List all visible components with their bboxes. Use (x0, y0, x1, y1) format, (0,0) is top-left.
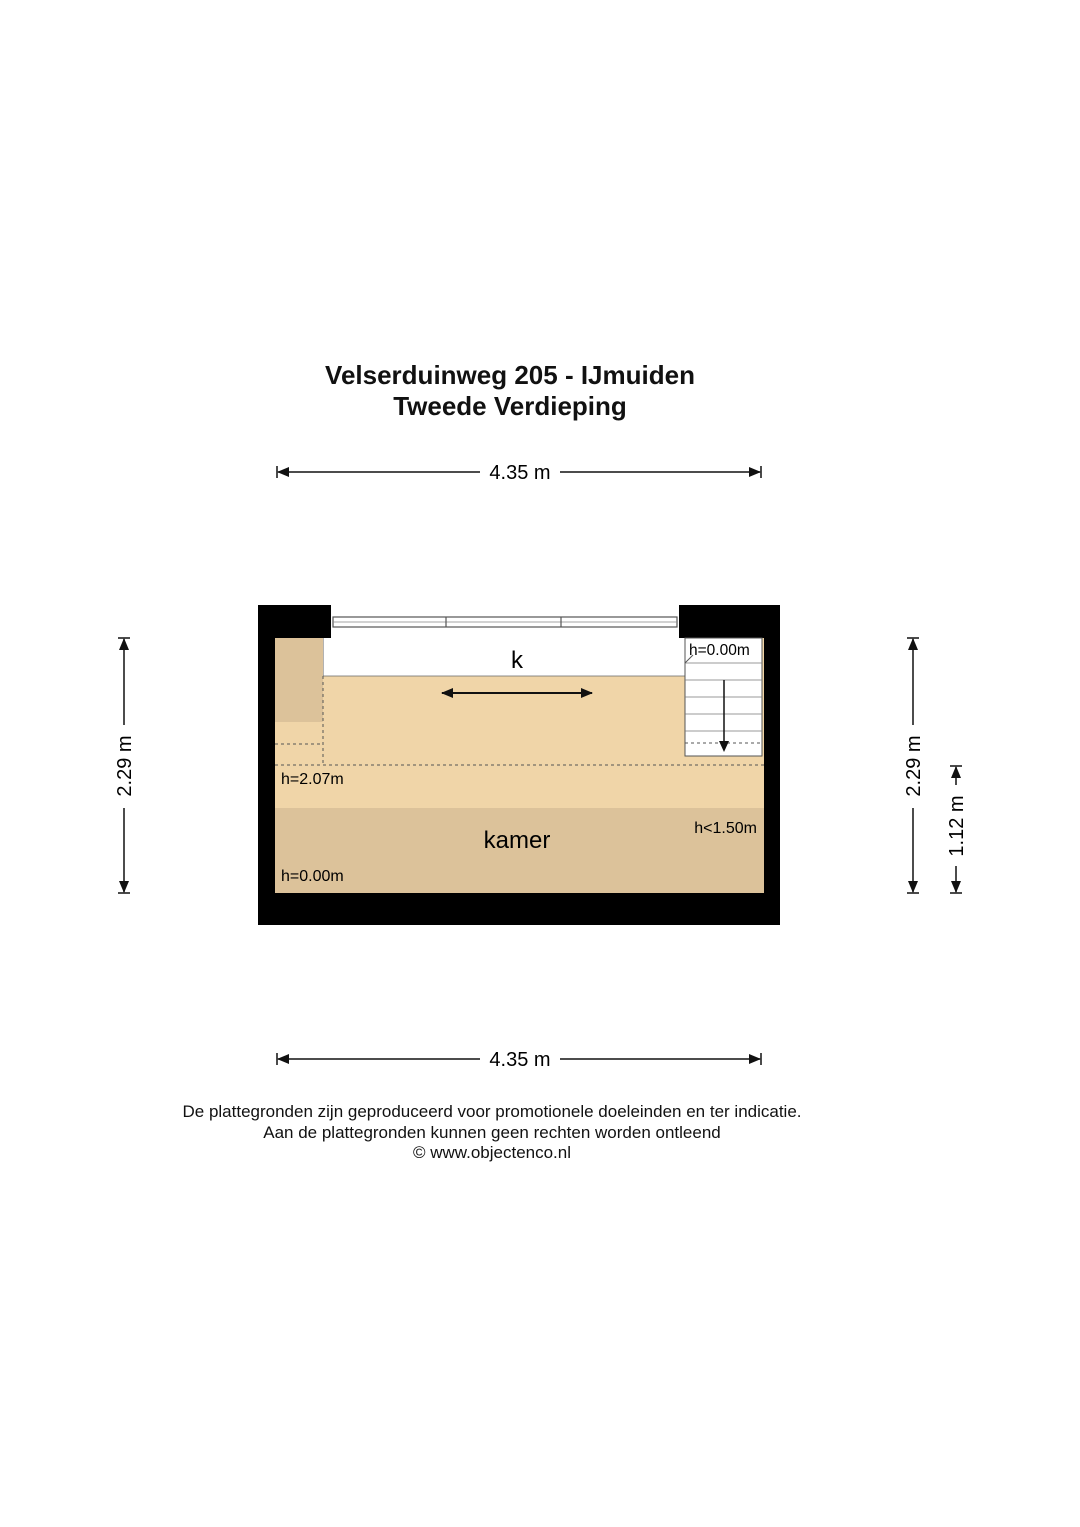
disclaimer-line-3: © www.objectenco.nl (412, 1143, 572, 1162)
staircase (685, 638, 762, 756)
plan-title-address: Velserduinweg 205 - IJmuiden (325, 360, 695, 390)
dimension-right-depth (903, 638, 925, 893)
dimension-left-depth (114, 638, 136, 893)
dimension-right-low-height (946, 766, 968, 893)
left-low-zone (275, 638, 323, 722)
dimension-top-width (277, 462, 761, 484)
dimension-right-label: 2.29 m (903, 735, 925, 797)
window (333, 617, 677, 627)
dormer-zone (323, 638, 685, 676)
height-207-label: h=2.07m (281, 771, 344, 788)
disclaimer-line-1: De plattegronden zijn geproduceerd voor promotionele doeleinden en ter indicatie. (182, 1102, 802, 1121)
dimension-right-low-label: 1.12 m (946, 795, 968, 857)
floor-height-label: h=0.00m (281, 868, 344, 885)
dimension-bottom-label: 4.35 m (489, 1049, 551, 1071)
plan-title-floor: Tweede Verdieping (393, 391, 627, 421)
room-label: kamer (483, 827, 551, 854)
dimension-top-label: 4.35 m (489, 462, 551, 484)
dimension-left-label: 2.29 m (114, 735, 136, 797)
dimension-bottom-width (277, 1049, 761, 1071)
dormer-label: k (511, 647, 523, 674)
stair-height-label: h=0.00m (689, 642, 750, 659)
disclaimer-line-2: Aan de plattegronden kunnen geen rechten worden ontleend (263, 1123, 721, 1142)
low-height-label: h<1.50m (694, 820, 757, 837)
